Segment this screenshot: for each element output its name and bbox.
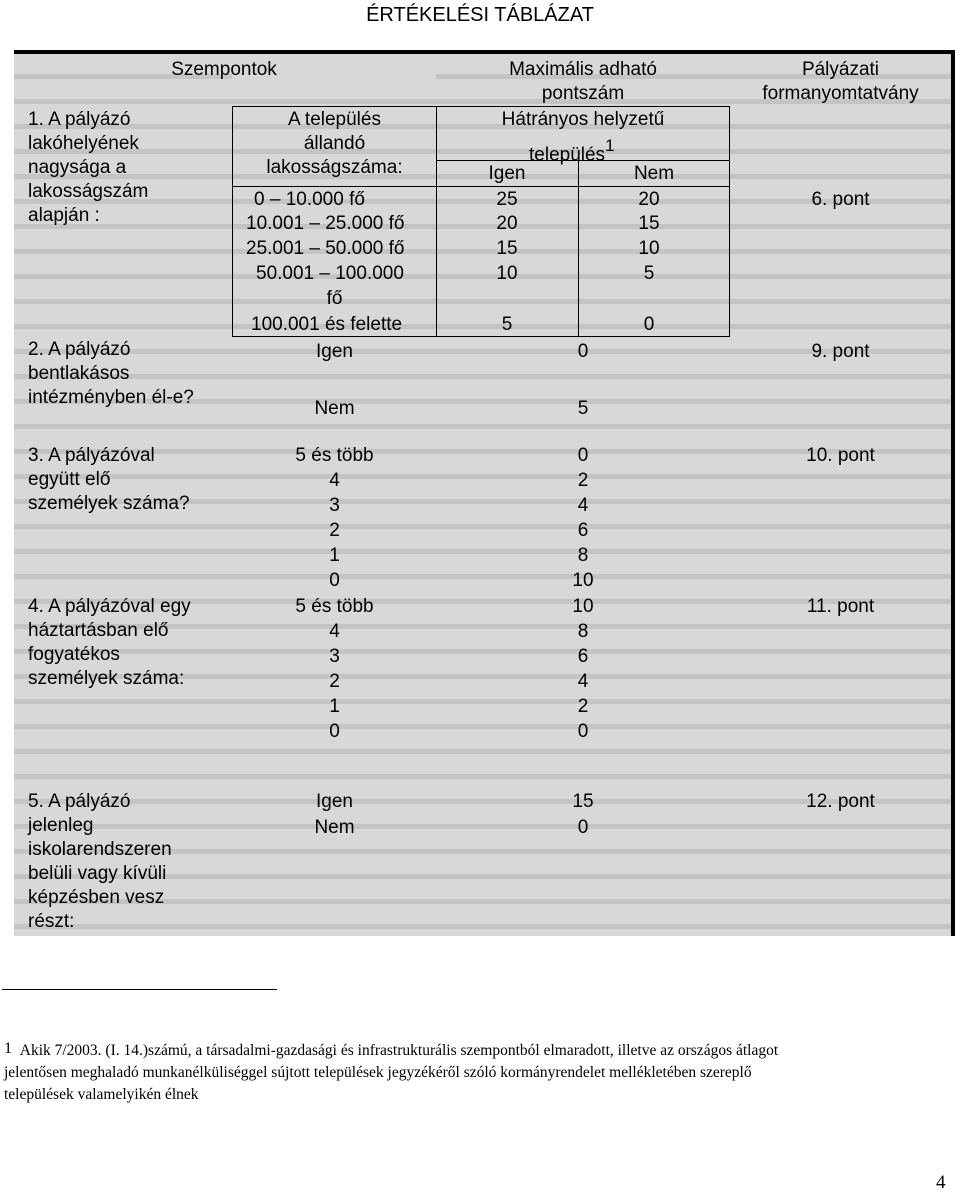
q1-no-header: Nem (633, 163, 675, 184)
q2-form-ref: 9. pont (811, 341, 870, 362)
header-form: Pályázati (801, 59, 880, 80)
q1-yes-header: Igen (488, 163, 526, 184)
header-form: formanyomtatvány (762, 83, 919, 104)
q1-disadvantaged: Hátrányos helyzetű (501, 109, 665, 130)
header-max-points: pontszám (541, 83, 625, 104)
q4-form-ref: 11. pont (806, 596, 875, 617)
footnote-mark: 1 (605, 136, 615, 155)
q3-form-ref: 10. pont (806, 445, 875, 466)
header-criteria: Szempontok (171, 59, 277, 80)
footnote-number: 1 (4, 1040, 12, 1057)
divider (232, 106, 730, 107)
footnote-separator (2, 989, 277, 990)
header-max-points: Maximális adható (509, 59, 657, 80)
q1-settlement: település$^1$ (529, 136, 615, 166)
q1-form-ref: 6. pont (811, 189, 870, 210)
divider (232, 336, 730, 337)
page-number: 4 (936, 1172, 946, 1193)
divider (729, 106, 730, 336)
table-right-border (951, 50, 955, 936)
footnote: 1 Akik 7/2003. (I. 14.)számú, a társadalmi-gazdasági és infrastrukturális szempontból elmaradott, illetve az országos átlagot jelentősen meghaladó munkanélküliséggel sújtott települések jegyzékéről szóló kormányrendelet mellékletében szereplő települések valamelyikén élnek (4, 1040, 779, 1103)
table-top-border (14, 50, 954, 54)
divider (232, 186, 730, 187)
q5-form-ref: 12. pont (806, 791, 875, 812)
page-title: ÉRTÉKELÉSI TÁBLÁZAT (366, 4, 594, 26)
